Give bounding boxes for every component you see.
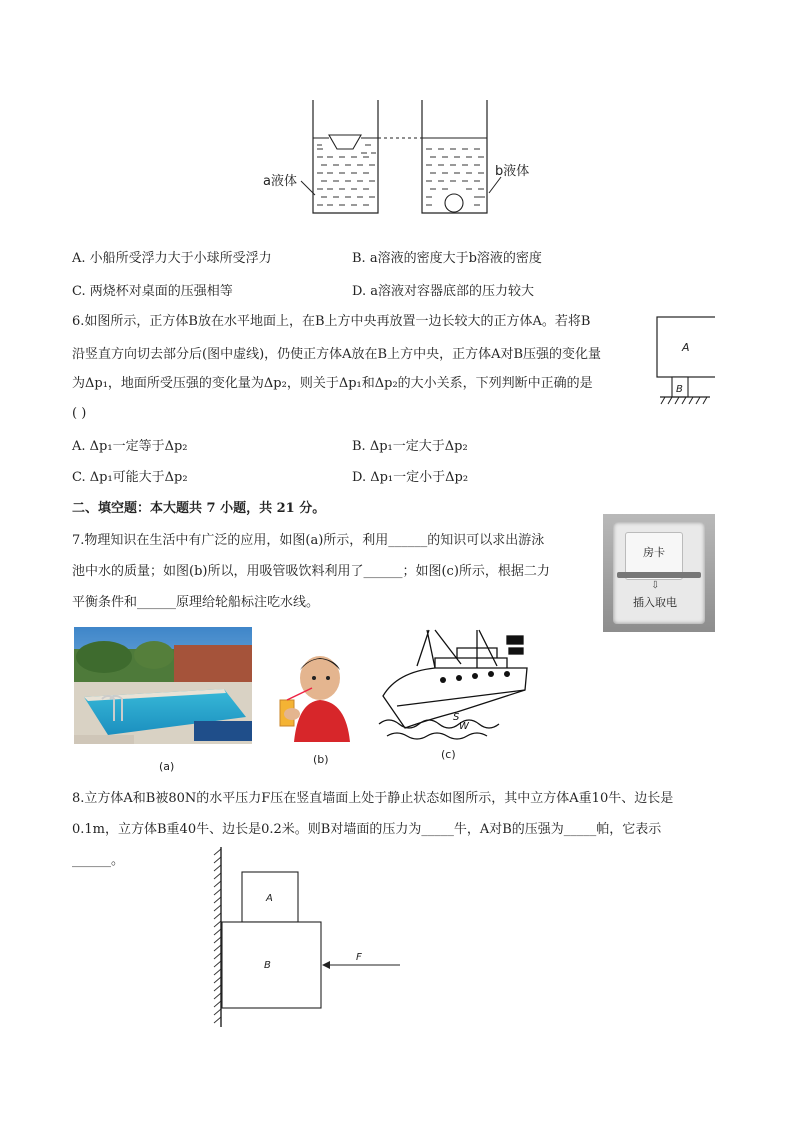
q6-line1: 6.如图所示，正方体B放在水平地面上，在B上方中央再放置一边长较大的正方体A。若将B (72, 314, 591, 329)
boat-shape (329, 135, 361, 149)
wall-cubes-figure (208, 845, 408, 1030)
ship-mark-s: S (453, 712, 460, 723)
caption-b: (b) (313, 753, 329, 766)
room-card-photo (603, 514, 715, 632)
caption-a: (a) (159, 760, 175, 773)
q5-option-a: A. 小船所受浮力大于小球所受浮力 (72, 251, 272, 266)
cube-a-label: A (682, 341, 690, 354)
ship-drawing (377, 628, 532, 743)
q6-option-d: D. Δp₁一定小于Δp₂ (352, 470, 469, 485)
q8-line1: 8.立方体A和B被80N的水平压力F压在竖直墙面上处于静止状态如图所示，其中立方体A重10牛、边长是 (72, 791, 674, 806)
q8-line2: 0.1m，立方体B重40牛、边长是0.2米。则B对墙面的压力为_____牛，A对B的压强为_____帕，它表示 (72, 822, 662, 837)
q6-line3: 为Δp₁，地面所受压强的变化量为Δp₂，则关于Δp₁和Δp₂的大小关系，下列判断中正确的是 (72, 376, 593, 391)
cube-a-label-q8: A (266, 893, 273, 904)
q8-line3: ______。 (72, 853, 125, 868)
q6-line4: ( ) (72, 406, 87, 421)
boy-drinking-photo (270, 650, 356, 742)
q5-option-c: C. 两烧杯对桌面的压强相等 (72, 284, 233, 299)
ball-shape (445, 194, 463, 212)
caption-c: (c) (441, 748, 456, 761)
label-b-liquid: b液体 (495, 164, 530, 179)
q7-line2: 池中水的质量；如图(b)所以，用吸管吸饮料利用了______；如图(c)所示，根据二力 (72, 564, 550, 579)
force-f-label: F (356, 952, 362, 963)
q6-option-c: C. Δp₁可能大于Δp₂ (72, 470, 188, 485)
card-label: 房卡 (643, 546, 665, 559)
q6-option-a: A. Δp₁一定等于Δp₂ (72, 439, 188, 454)
cubes-ab-figure (655, 315, 715, 411)
ship-mark-w: W (459, 721, 469, 732)
q6-option-b: B. Δp₁一定大于Δp₂ (352, 439, 468, 454)
label-a-liquid: a液体 (263, 174, 297, 189)
beakers-figure (255, 95, 535, 220)
card-slot-label: 插入取电 (633, 596, 677, 609)
section-2-heading: 二、填空题：本大题共 7 小题，共 21 分。 (72, 501, 326, 516)
swimming-pool-photo (74, 627, 252, 744)
q6-line2: 沿竖直方向切去部分后(图中虚线)，仍使正方体A放在B上方中央，正方体A对B压强的变化量 (72, 347, 602, 362)
arrow-down-icon: ⇩ (651, 580, 660, 591)
q7-line3: 平衡条件和______原理给轮船标注吃水线。 (72, 595, 320, 610)
cube-b-label: B (676, 384, 683, 395)
cube-b-label-q8: B (264, 960, 271, 971)
q5-option-d: D. a溶液对容器底部的压力较大 (352, 284, 534, 299)
q7-line1: 7.物理知识在生活中有广泛的应用，如图(a)所示，利用______的知识可以求出游泳 (72, 533, 545, 548)
q5-option-b: B. a溶液的密度大于b溶液的密度 (352, 251, 542, 266)
